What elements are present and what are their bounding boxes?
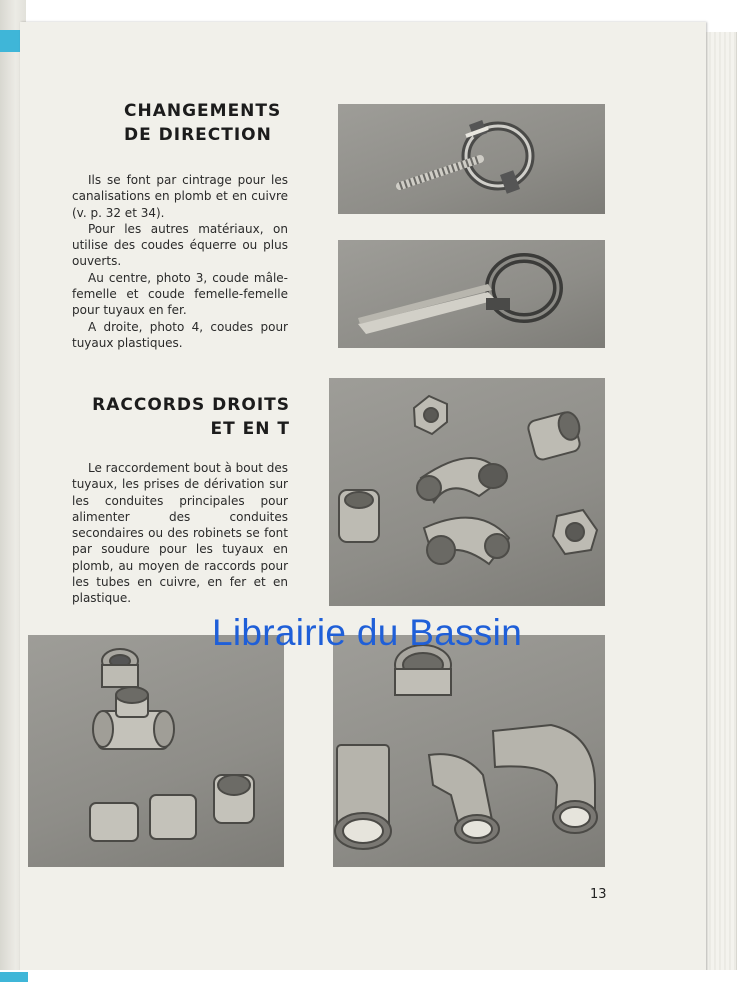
section1-title-line2: DE DIRECTION: [124, 125, 272, 145]
plastic-elbows-photo: [333, 635, 605, 867]
section1-paragraph-3: Au centre, photo 3, coude mâle-femelle et coude femelle-femelle pour tuyaux en fer.: [72, 270, 288, 318]
background-bottom: [0, 970, 748, 1000]
cover-edge-bottom: [0, 972, 28, 982]
section1-title: [124, 99, 294, 147]
section1-paragraph-1: Ils se font par cintrage pour les canalisations en plomb et en cuivre (v. p. 32 et 34).: [72, 173, 288, 220]
section2-paragraph: Le raccordement bout à bout des tuyaux, les prises de dérivation sur les conduites principales pour alimenter des conduites secondaires ou des robinets se font par soudure pour les tuyaux en plomb, au moyen de raccords pour les tubes en cuivre, en fer et en plastique.: [72, 461, 289, 606]
pipe-clamp-screw-photo: [338, 104, 605, 214]
tee-and-unions-photo: [28, 635, 284, 867]
section1-paragraph-4: A droite, photo 4, coudes pour tuyaux plastiques.: [72, 319, 288, 350]
page-number: 13: [590, 887, 607, 902]
page-stack-edge: [706, 32, 737, 972]
section2-title-line2: ET EN T: [210, 419, 290, 439]
iron-fittings-photo: [329, 378, 605, 606]
pipe-clamp-bracket-photo: [338, 240, 605, 348]
section1-title-line1: CHANGEMENTS: [124, 101, 282, 121]
section1-body: [72, 172, 288, 351]
section1-paragraph-2: Pour les autres matériaux, on utilise des coudes équerre ou plus ouverts.: [72, 221, 288, 269]
section2-title-line1: RACCORDS DROITS: [92, 395, 290, 415]
watermark: Librairie du Bassin: [212, 612, 523, 653]
section2-title: [72, 393, 290, 441]
